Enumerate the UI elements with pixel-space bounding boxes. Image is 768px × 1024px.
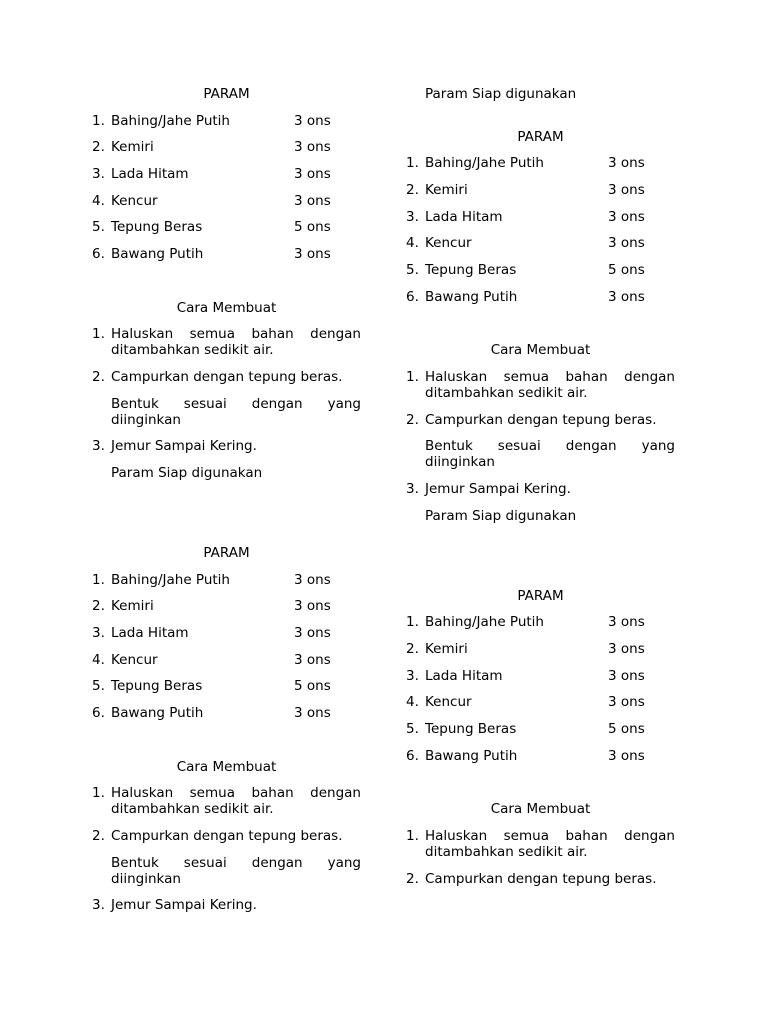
ready-note: Param Siap digunakan [425, 86, 577, 102]
step-text: Campurkan dengan tepung beras. [425, 870, 657, 887]
ingredient-name: Bawang Putih [111, 246, 204, 263]
ingredient-name: Lada Hitam [111, 625, 189, 642]
ingredient-list [406, 614, 675, 763]
step-number: 2. [406, 411, 419, 428]
method-title: Cara Membuat [176, 758, 277, 775]
step-text: Jemur Sampai Kering. [111, 897, 257, 914]
step-text: Jemur Sampai Kering. [111, 438, 257, 455]
method-steps [406, 369, 675, 524]
ingredient-item [92, 113, 361, 129]
ingredient-name: Bahing/Jahe Putih [425, 614, 544, 631]
ready-note: Param Siap digunakan [111, 464, 263, 481]
step-number: 2. [406, 870, 419, 887]
ingredient-item [92, 246, 361, 262]
ingredient-number: 1. [406, 155, 419, 172]
ingredient-number: 2. [92, 598, 105, 615]
method-step [92, 785, 361, 817]
ingredient-list [92, 572, 361, 721]
step-number: 1. [406, 368, 419, 385]
recipe-block [406, 588, 675, 887]
method-steps [92, 326, 361, 481]
ingredient-name: Bahing/Jahe Putih [425, 155, 544, 172]
right-column [406, 86, 675, 897]
step-number: 2. [92, 827, 105, 844]
ingredient-item [406, 721, 675, 737]
ingredient-number: 4. [92, 192, 105, 209]
ingredient-quantity: 5 ons [608, 262, 645, 279]
ingredient-number: 1. [406, 614, 419, 631]
ingredient-number: 2. [92, 139, 105, 156]
step-text: Haluskan semua bahan dengan ditambahkan sedikit air. [111, 326, 361, 359]
step-number: 2. [92, 368, 105, 385]
ingredient-item [92, 219, 361, 235]
ingredient-name: Kemiri [111, 598, 154, 615]
ingredient-item [92, 705, 361, 721]
left-column [92, 86, 361, 924]
method-title: Cara Membuat [490, 801, 591, 818]
recipe-title: PARAM [203, 86, 250, 102]
ingredient-number: 4. [406, 694, 419, 711]
ingredient-quantity: 3 ons [294, 705, 331, 722]
step-text: Haluskan semua bahan dengan ditambahkan sedikit air. [425, 827, 675, 860]
ingredient-quantity: 3 ons [294, 625, 331, 642]
ingredient-number: 3. [406, 667, 419, 684]
ingredient-name: Tepung Beras [425, 721, 517, 738]
ingredient-number: 5. [92, 219, 105, 236]
ingredient-quantity: 3 ons [294, 571, 331, 588]
ingredient-number: 1. [92, 571, 105, 588]
method-step [406, 871, 675, 887]
ingredient-number: 1. [92, 112, 105, 129]
step-number: 3. [406, 480, 419, 497]
ingredient-name: Kemiri [425, 641, 468, 658]
recipe-block [92, 86, 361, 481]
step-number: 1. [406, 827, 419, 844]
ingredient-item [406, 155, 675, 171]
ingredient-number: 5. [406, 262, 419, 279]
ingredient-name: Bahing/Jahe Putih [111, 571, 230, 588]
ingredient-name: Lada Hitam [425, 208, 503, 225]
ingredient-number: 4. [92, 651, 105, 668]
step-text: Jemur Sampai Kering. [425, 480, 571, 497]
shape-note: Bentuk sesuai dengan yang diinginkan [111, 854, 361, 887]
ingredient-name: Bawang Putih [425, 747, 518, 764]
ingredient-quantity: 3 ons [294, 192, 331, 209]
ingredient-name: Tepung Beras [111, 219, 203, 236]
ingredient-number: 6. [92, 246, 105, 263]
ingredient-number: 6. [92, 705, 105, 722]
recipe-title: PARAM [203, 545, 250, 562]
ingredient-name: Kemiri [111, 139, 154, 156]
method-step [92, 438, 361, 454]
method-step [406, 412, 675, 428]
method-title: Cara Membuat [490, 342, 591, 359]
ingredient-name: Kencur [425, 694, 472, 711]
ingredient-quantity: 3 ons [608, 747, 645, 764]
ingredient-item [92, 652, 361, 668]
method-title: Cara Membuat [176, 299, 277, 316]
ingredient-quantity: 3 ons [294, 112, 331, 129]
ingredient-quantity: 3 ons [294, 246, 331, 263]
ingredient-number: 2. [406, 182, 419, 199]
ingredient-quantity: 5 ons [294, 219, 331, 236]
step-number: 3. [92, 438, 105, 455]
ingredient-item [92, 193, 361, 209]
method-step [92, 897, 361, 913]
step-text: Campurkan dengan tepung beras. [111, 827, 343, 844]
ingredient-quantity: 3 ons [294, 598, 331, 615]
ingredient-number: 3. [92, 166, 105, 183]
ingredient-name: Kencur [111, 192, 158, 209]
method-step [92, 828, 361, 844]
ingredient-item [92, 678, 361, 694]
ingredient-quantity: 3 ons [608, 235, 645, 252]
ingredient-number: 4. [406, 235, 419, 252]
method-step [406, 481, 675, 497]
ingredient-number: 6. [406, 288, 419, 305]
ingredient-name: Bahing/Jahe Putih [111, 112, 230, 129]
method-step [406, 369, 675, 401]
ingredient-quantity: 3 ons [294, 139, 331, 156]
ingredient-item [406, 614, 675, 630]
ingredient-name: Tepung Beras [425, 262, 517, 279]
ingredient-item [406, 668, 675, 684]
ingredient-item [406, 262, 675, 278]
ingredient-quantity: 5 ons [608, 721, 645, 738]
step-number: 1. [92, 785, 105, 802]
ingredient-item [406, 289, 675, 305]
ingredient-item [92, 166, 361, 182]
ingredient-item [92, 625, 361, 641]
ingredient-quantity: 3 ons [294, 166, 331, 183]
method-step [92, 369, 361, 385]
ingredient-item [406, 748, 675, 764]
ingredient-quantity: 3 ons [608, 288, 645, 305]
ingredient-item [406, 235, 675, 251]
ingredient-number: 6. [406, 747, 419, 764]
step-number: 3. [92, 897, 105, 914]
ingredient-number: 5. [406, 721, 419, 738]
ingredient-quantity: 3 ons [608, 614, 645, 631]
ingredient-name: Kencur [111, 651, 158, 668]
ingredient-name: Kemiri [425, 182, 468, 199]
recipe-block [92, 545, 361, 913]
ingredient-name: Tepung Beras [111, 678, 203, 695]
ready-note: Param Siap digunakan [425, 507, 577, 524]
ingredient-quantity: 3 ons [294, 651, 331, 668]
ingredient-quantity: 3 ons [608, 641, 645, 658]
ingredient-number: 2. [406, 641, 419, 658]
ingredient-quantity: 3 ons [608, 155, 645, 172]
ingredient-quantity: 3 ons [608, 208, 645, 225]
ingredient-item [406, 694, 675, 710]
ingredient-item [92, 572, 361, 588]
ingredient-number: 3. [92, 625, 105, 642]
method-step [406, 828, 675, 860]
ingredient-item [406, 209, 675, 225]
ingredient-name: Lada Hitam [111, 166, 189, 183]
ingredient-number: 5. [92, 678, 105, 695]
ingredient-item [92, 598, 361, 614]
step-text: Campurkan dengan tepung beras. [111, 368, 343, 385]
method-step [92, 326, 361, 358]
ingredient-quantity: 5 ons [294, 678, 331, 695]
ingredient-name: Bawang Putih [111, 705, 204, 722]
recipe-title: PARAM [517, 128, 564, 145]
ingredient-item [406, 641, 675, 657]
ingredient-name: Bawang Putih [425, 288, 518, 305]
ingredient-list [406, 155, 675, 304]
step-text: Campurkan dengan tepung beras. [425, 411, 657, 428]
recipe-block [406, 129, 675, 524]
step-number: 1. [92, 326, 105, 343]
ingredient-quantity: 3 ons [608, 182, 645, 199]
ingredient-quantity: 3 ons [608, 694, 645, 711]
ingredient-number: 3. [406, 208, 419, 225]
shape-note: Bentuk sesuai dengan yang diinginkan [425, 438, 675, 471]
ingredient-item [92, 139, 361, 155]
recipe-title: PARAM [517, 587, 564, 604]
method-steps [92, 785, 361, 913]
ingredient-quantity: 3 ons [608, 667, 645, 684]
ingredient-item [406, 182, 675, 198]
method-steps [406, 828, 675, 887]
ingredient-name: Lada Hitam [425, 667, 503, 684]
step-text: Haluskan semua bahan dengan ditambahkan sedikit air. [425, 368, 675, 401]
ingredient-name: Kencur [425, 235, 472, 252]
step-text: Haluskan semua bahan dengan ditambahkan sedikit air. [111, 785, 361, 818]
shape-note: Bentuk sesuai dengan yang diinginkan [111, 395, 361, 428]
ingredient-list [92, 113, 361, 262]
